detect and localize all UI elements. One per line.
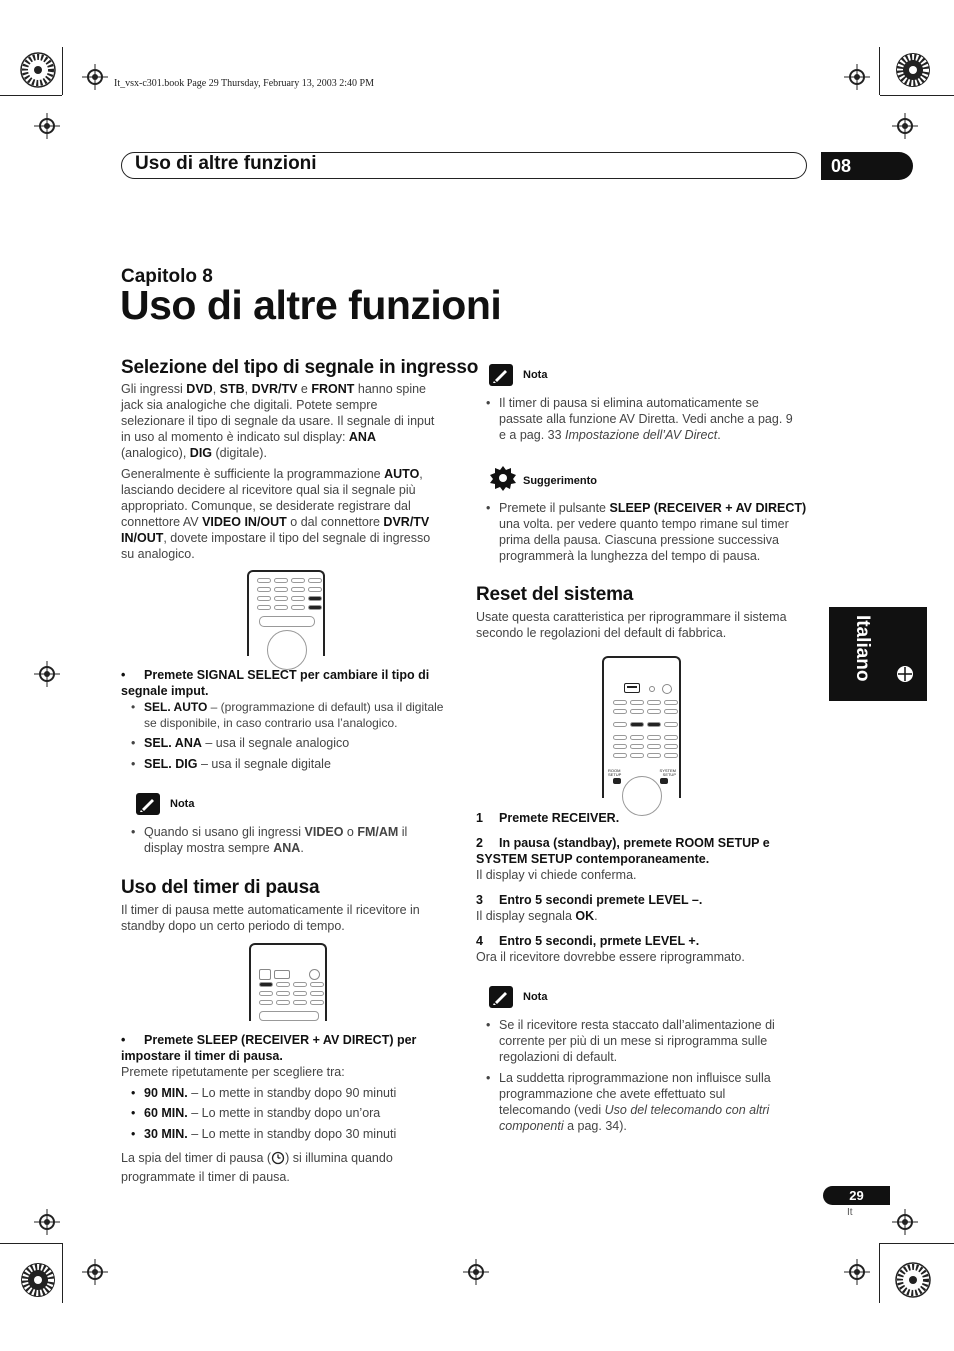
- text-part: Gli ingressi: [121, 382, 187, 396]
- text-part: ,: [419, 467, 423, 481]
- rich-line: [121, 466, 461, 482]
- text-line: secondo le regolazioni del default di fabbrica.: [476, 626, 727, 640]
- reset-step-4: [476, 933, 816, 965]
- bold-text: VIDEO IN/OUT: [202, 515, 287, 529]
- remote-button: [613, 778, 621, 784]
- remote-bar: [259, 616, 315, 627]
- option-item: • 90 MIN. – Lo mette in standby dopo 90 minuti: [131, 1086, 397, 1100]
- text-line: programmerà la lunghezza del tempo di pausa.: [499, 549, 761, 563]
- text-part: e: [297, 382, 312, 396]
- bold-text: FRONT: [311, 382, 355, 396]
- note-item: • Il timer di pausa si elimina automaticamente se passate alla funzione AV Diretta. Vedi anche a pag. 9 e a pag. 33 Impostazione dell’AV Direct.: [499, 395, 819, 443]
- note-item: • Quando si usano gli ingressi VIDEO o FM/AM il display mostra sempre ANA.: [144, 824, 464, 856]
- reset-step-2: [476, 835, 816, 883]
- chapter-number-badge: 08: [821, 152, 913, 180]
- language-code: It: [847, 1207, 853, 1218]
- step-number: 4: [476, 934, 483, 948]
- rich-line: [121, 429, 461, 445]
- option-key: 90 MIN.: [144, 1086, 188, 1100]
- bold-text: IN/OUT: [121, 531, 164, 545]
- note-item: • La suddetta riprogrammazione non influisce sulla programmazione che avete effettuato sul telecomando (vedi Uso del telecomando con altri componenti a pag. 34).: [499, 1070, 819, 1134]
- remote-button-row: [257, 605, 322, 610]
- text-part: Impostazione dell’AV Direct: [565, 428, 718, 442]
- step-text: In pausa (standbay), premete ROOM SETUP e: [499, 836, 770, 850]
- rich-line: [121, 514, 461, 530]
- timer-paragraph: [121, 902, 461, 934]
- crop-mark: [879, 47, 880, 95]
- crop-mark: [879, 1243, 880, 1303]
- remote-button-row: [613, 735, 678, 740]
- rich-line: [144, 824, 464, 840]
- bold-text: ANA: [348, 430, 376, 444]
- remote-led: [649, 686, 655, 692]
- step-text: Entro 5 secondi premete LEVEL –.: [499, 893, 703, 907]
- remote-button-row: [613, 744, 678, 749]
- section-heading-timer: Uso del timer di pausa: [121, 877, 320, 898]
- rich-line: [121, 445, 461, 461]
- remote-button-row: [613, 700, 678, 705]
- option-text: – (programmazione di default) usa il digitale: [207, 700, 444, 714]
- registration-target-icon: [34, 661, 60, 687]
- text-part: telecomando (vedi: [499, 1103, 605, 1117]
- step-number: 3: [476, 893, 483, 907]
- option-item: • SEL. DIG – usa il segnale digitale: [131, 757, 331, 771]
- option-text: – usa il segnale analogico: [201, 736, 350, 750]
- option-key: SEL. DIG: [144, 757, 198, 771]
- step-text: SYSTEM SETUP contemporaneamente.: [476, 852, 710, 866]
- starburst-mark-icon: [895, 1262, 931, 1303]
- registration-target-icon: [844, 64, 870, 90]
- bold-text: VIDEO: [304, 825, 344, 839]
- option-key: 60 MIN.: [144, 1106, 188, 1120]
- option-text: – usa il segnale digitale: [197, 757, 331, 771]
- text-line: lasciando decidere al ricevitore qual sia il segnale più: [121, 483, 416, 497]
- step-line: impostare il timer di pausa.: [121, 1049, 283, 1063]
- step-number: 1: [476, 811, 483, 825]
- remote-button: [660, 778, 668, 784]
- text-part: componenti: [499, 1119, 564, 1133]
- option-item: • 30 MIN. – Lo mette in standby dopo 30 minuti: [131, 1127, 397, 1141]
- note-item: • Se il ricevitore resta staccato dall’alimentazione di corrente per più di un mese si riprogramma sulle regolazioni di default.: [499, 1017, 819, 1065]
- step-line: Premete SLEEP (RECEIVER + AV DIRECT) per: [144, 1033, 417, 1047]
- text-line: su analogico.: [121, 547, 195, 561]
- registration-target-icon: [34, 113, 60, 139]
- bold-text: ANA: [273, 841, 301, 855]
- text-line: Usate questa caratteristica per riprogrammare il sistema: [476, 610, 787, 624]
- pencil-note-icon: [489, 364, 513, 386]
- reset-step-1: [476, 810, 816, 826]
- remote-button: [624, 683, 640, 693]
- starburst-mark-icon: [20, 52, 56, 93]
- note-label: Nota: [170, 798, 195, 810]
- option-key: SEL. ANA: [144, 736, 202, 750]
- remote-button-row: [259, 982, 324, 987]
- remote-illustration: [602, 656, 681, 798]
- remote-button: [274, 970, 290, 979]
- text-part: , dovete impostare il tipo del segnale di ingresso: [163, 531, 431, 545]
- crop-mark: [0, 1243, 62, 1244]
- text-part: il: [398, 825, 408, 839]
- option-text: – Lo mette in standby dopo 90 minuti: [187, 1086, 397, 1100]
- bold-text: FM/AM: [357, 825, 399, 839]
- option-item: • SEL. AUTO – (programmazione di default) usa il digitale se disponibile, in caso contrario usa l’analogico.: [144, 699, 464, 731]
- remote-button-row: [613, 753, 678, 758]
- gear-tip-icon: [489, 465, 517, 496]
- text-part: connettore AV: [121, 515, 203, 529]
- text-line: prima della pausa. Ciascuna pressione successiva: [499, 533, 780, 547]
- option-item: • 60 MIN. – Lo mette in standby dopo un’ora: [131, 1106, 381, 1120]
- text-line: jack sia analogiche che digitali. Potete sempre: [121, 398, 378, 412]
- text-part: o dal connettore: [286, 515, 384, 529]
- text-part: display mostra sempre: [144, 841, 274, 855]
- crop-mark: [62, 1243, 63, 1303]
- remote-button-row: [259, 991, 324, 996]
- crop-mark: [880, 1243, 954, 1244]
- registration-target-icon: [463, 1259, 489, 1285]
- option-key: SEL. AUTO: [144, 700, 208, 714]
- step-sub: Premete ripetutamente per scegliere tra:: [121, 1065, 345, 1079]
- sleep-timer-icon: [271, 1151, 285, 1169]
- registration-target-icon: [34, 1209, 60, 1235]
- bold-text: DVD: [186, 382, 213, 396]
- bold-text: DVR/TV: [383, 515, 430, 529]
- text-part: a pag. 34).: [563, 1119, 627, 1133]
- text-part: (digitale).: [212, 446, 267, 460]
- text-part: .: [717, 428, 721, 442]
- option-key: 30 MIN.: [144, 1127, 188, 1141]
- step-sub: Ora il ricevitore dovrebbe essere riprogrammato.: [476, 950, 745, 964]
- tip-item: • Premete il pulsante SLEEP (RECEIVER + AV DIRECT) una volta. per vedere quanto tempo rimane sul timer prima della pausa. Ciascuna pressione successiva programmerà la lunghezza del tempo di pausa.: [499, 500, 819, 564]
- header-title: Uso di altre funzioni: [135, 153, 317, 174]
- text-part: .: [300, 841, 304, 855]
- remote-illustration: [247, 570, 325, 656]
- option-item: • SEL. ANA – usa il segnale analogico: [131, 736, 350, 750]
- page-title: Uso di altre funzioni: [120, 282, 502, 328]
- step-sub: Il display segnala: [476, 909, 576, 923]
- text-line: programmate il timer di pausa.: [121, 1170, 290, 1184]
- note-header: [489, 364, 547, 386]
- text-part: ,: [212, 382, 220, 396]
- remote-dial: [267, 630, 307, 670]
- text-part: Premete il pulsante: [499, 501, 610, 515]
- signal-paragraph-2: [121, 466, 461, 562]
- option-text: – Lo mette in standby dopo un’ora: [187, 1106, 381, 1120]
- registration-target-icon: [892, 1209, 918, 1235]
- room-setup-label: ROOM SETUP: [608, 768, 622, 777]
- section-heading-reset: Reset del sistema: [476, 584, 634, 605]
- rich-line: [121, 530, 461, 546]
- crop-mark: [0, 95, 62, 96]
- remote-button-row: [257, 578, 322, 583]
- remote-button-row: [257, 596, 322, 601]
- text-part: SLEEP (RECEIVER + AV DIRECT): [609, 501, 807, 515]
- option-text: – Lo mette in standby dopo 30 minuti: [187, 1127, 397, 1141]
- text-part: hanno spine: [354, 382, 427, 396]
- pencil-note-icon: [136, 793, 160, 815]
- reset-paragraph: [476, 609, 816, 641]
- registration-target-icon: [844, 1259, 870, 1285]
- starburst-mark-icon: [20, 1262, 56, 1303]
- text-line: standby dopo un certo periodo di tempo.: [121, 919, 345, 933]
- note-label: Nota: [523, 991, 548, 1003]
- text-line: regolazioni di default.: [499, 1050, 618, 1064]
- step-line: segnale imput.: [121, 684, 209, 698]
- step-number: 2: [476, 836, 483, 850]
- timer-step: • Premete SLEEP (RECEIVER + AV DIRECT) per impostare il timer di pausa. Premete ripetutamente per scegliere tra:: [121, 1032, 461, 1080]
- text-line: appropriato. Comunque, se desiderate registrare dal: [121, 499, 411, 513]
- signal-step: • Premete SIGNAL SELECT per cambiare il tipo di segnale imput.: [121, 667, 461, 699]
- text-line: selezionare il tipo di segnale da usare. Il segnale di input: [121, 414, 435, 428]
- rich-line: [144, 840, 464, 856]
- remote-illustration: [249, 943, 327, 1021]
- text-line: passate alla funzione AV Diretta. Vedi anche a pag. 9: [499, 412, 793, 426]
- remote-button-row: [257, 587, 322, 592]
- remote-button-row: [613, 709, 678, 714]
- language-side-tab: [829, 607, 927, 701]
- file-info: It_vsx-c301.book Page 29 Thursday, February 13, 2003 2:40 PM: [114, 78, 374, 89]
- section-heading-signal: Selezione del tipo di segnale in ingresso: [121, 357, 479, 378]
- crop-mark: [62, 47, 63, 95]
- text-line: corrente per più di un mese si riprogramma sulle: [499, 1034, 768, 1048]
- reset-step-3: [476, 892, 816, 924]
- text-part: ) si illumina quando: [285, 1151, 393, 1165]
- registration-target-icon: [892, 113, 918, 139]
- note-label: Nota: [523, 369, 548, 381]
- step-text: Premete RECEIVER.: [499, 811, 620, 825]
- registration-target-icon: [82, 1259, 108, 1285]
- registration-target-icon: [82, 64, 108, 90]
- step-sub: .: [594, 909, 598, 923]
- registration-target-icon: [896, 665, 914, 688]
- remote-button: [309, 969, 320, 980]
- option-text-2: se disponibile, in caso contrario usa l’analogico.: [144, 716, 398, 730]
- text-part: (analogico),: [121, 446, 190, 460]
- signal-paragraph-1: [121, 381, 461, 461]
- bold-text: DVR/TV: [251, 382, 298, 396]
- bold-text: DIG: [189, 446, 213, 460]
- tip-label: Suggerimento: [523, 474, 597, 487]
- timer-indicator-paragraph: [121, 1150, 461, 1185]
- remote-button: [259, 969, 271, 980]
- remote-bar: [259, 1011, 319, 1021]
- text-part: Uso del telecomando con altri: [604, 1103, 770, 1117]
- bold-text: STB: [219, 382, 245, 396]
- text-part: o: [343, 825, 358, 839]
- text-line: una volta. per vedere quanto tempo rimane sul timer: [499, 517, 789, 531]
- note-header: [136, 793, 194, 815]
- pencil-note-icon: [489, 986, 513, 1008]
- text-part: Quando si usano gli ingressi: [144, 825, 305, 839]
- text-line: Se il ricevitore resta staccato dall’alimentazione di: [499, 1018, 775, 1032]
- page-number: 29: [823, 1186, 890, 1205]
- starburst-mark-icon: [895, 52, 931, 93]
- text-line: Il timer di pausa mette automaticamente il ricevitore in: [121, 903, 420, 917]
- language-label: Italiano: [852, 615, 873, 682]
- step-text: Entro 5 secondi, prmete LEVEL +.: [499, 934, 700, 948]
- tip-header: [489, 465, 597, 496]
- step-sub-bold: OK: [575, 909, 595, 923]
- rich-line: [121, 381, 461, 397]
- note-header: [489, 986, 547, 1008]
- text-part: ,: [244, 382, 252, 396]
- remote-button-row: [259, 1000, 324, 1005]
- text-part: La spia del timer di pausa (: [121, 1151, 272, 1165]
- text-line: Il timer di pausa si elimina automaticamente se: [499, 396, 759, 410]
- step-line: Premete SIGNAL SELECT per cambiare il tipo di: [144, 668, 430, 682]
- text-part: in uso al momento è indicato sul display:: [121, 430, 349, 444]
- text-line: programmazione che avete effettuato sul: [499, 1087, 726, 1101]
- text-line: La suddetta riprogrammazione non influisce sulla: [499, 1071, 771, 1085]
- step-sub: Il display vi chiede conferma.: [476, 868, 637, 882]
- chapter-label: Capitolo 8: [121, 266, 213, 287]
- text-part: Generalmente è sufficiente la programmazione: [121, 467, 385, 481]
- crop-mark: [880, 95, 954, 96]
- text-part: e a pag. 33: [499, 428, 566, 442]
- remote-button: [662, 684, 672, 694]
- bold-text: AUTO: [384, 467, 420, 481]
- remote-button-row: [613, 722, 678, 727]
- system-setup-label: SYSTEM SETUP: [659, 768, 676, 777]
